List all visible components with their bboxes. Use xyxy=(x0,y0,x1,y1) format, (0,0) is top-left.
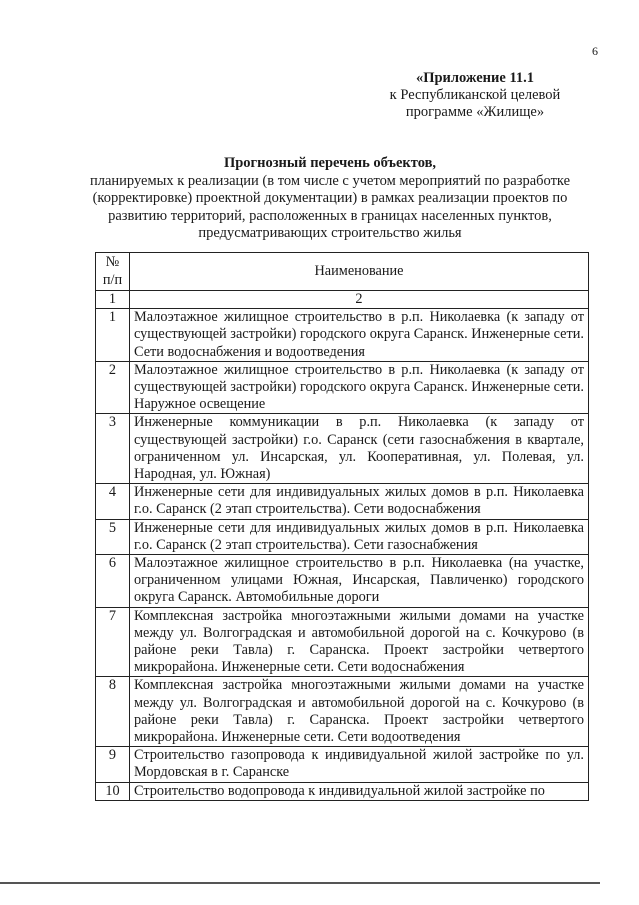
document-title-body: планируемых к реализации (в том числе с учетом мероприятий по разработке (корректировке) проектной документации) в рамках реализации проектов по развитию территорий, расположенных в границах населенных пунктов, предусматривающих строительство жилья xyxy=(89,172,571,241)
row-number: 4 xyxy=(96,484,130,519)
appendix-line-2: к Республиканской целевой xyxy=(389,87,561,103)
appendix-header xyxy=(370,70,580,121)
table-row xyxy=(96,555,589,608)
document-title xyxy=(80,155,580,243)
row-name: Малоэтажное жилищное строительство в р.п. Николаевка (на участке, ограниченном улицами Южная, Инсарская, Павличенко) городского округа Саранск. Автомобильные дороги xyxy=(130,555,589,608)
row-name: Инженерные сети для индивидуальных жилых домов в р.п. Николаевка г.о. Саранск (2 этап строительства). Сети водоснабжения xyxy=(130,484,589,519)
row-name: Строительство водопровода к индивидуальной жилой застройке по xyxy=(130,782,589,800)
table-row xyxy=(96,607,589,677)
objects-table xyxy=(95,252,589,801)
row-number: 1 xyxy=(96,309,130,362)
row-number: 5 xyxy=(96,519,130,554)
row-number: 7 xyxy=(96,607,130,677)
header-number: № п/п xyxy=(96,253,130,291)
row-name: Инженерные коммуникации в р.п. Николаевка (к западу от существующей застройки) г.о. Саранск (сети газоснабжения в квартале, ограниченном ул. Инсарская, ул. Кооперативная, ул. Полевая, ул. Народная, ул. Южная) xyxy=(130,414,589,484)
row-number: 6 xyxy=(96,555,130,608)
row-name: Инженерные сети для индивидуальных жилых домов в р.п. Николаевка г.о. Саранск (2 этап строительства). Сети газоснабжения xyxy=(130,519,589,554)
row-number: 8 xyxy=(96,677,130,747)
table-row xyxy=(96,484,589,519)
table-row xyxy=(96,677,589,747)
row-name: Малоэтажное жилищное строительство в р.п. Николаевка (к западу от существующей застройки) городского округа Саранск. Инженерные сети. Наружное освещение xyxy=(130,361,589,414)
appendix-title: «Приложение 11.1 xyxy=(415,70,535,86)
appendix-line-3: программе «Жилище» xyxy=(405,104,545,120)
row-name: Строительство газопровода к индивидуальной жилой застройке по ул. Мордовская в г. Саранске xyxy=(130,747,589,782)
table-row-partial xyxy=(96,782,589,800)
row-number: 10 xyxy=(96,782,130,800)
document-title-heading: Прогнозный перечень объектов, xyxy=(223,155,437,171)
table-row xyxy=(96,309,589,362)
scan-edge-line xyxy=(0,882,600,884)
table-row xyxy=(96,747,589,782)
table-index-row xyxy=(96,291,589,309)
row-number: 2 xyxy=(96,361,130,414)
row-name: Комплексная застройка многоэтажными жилыми домами на участке между ул. Волгоградская и автомобильной дорогой на с. Кочкурово (в районе реки Тавла) г. Саранска. Проект застройки четвертого микрорайона. Инженерные сети. Сети водоснабжения xyxy=(130,607,589,677)
table-header-row xyxy=(96,253,589,291)
header-name: Наименование xyxy=(130,253,589,291)
index-number: 1 xyxy=(96,291,130,309)
table-row xyxy=(96,361,589,414)
row-number: 3 xyxy=(96,414,130,484)
index-name: 2 xyxy=(130,291,589,309)
row-name: Малоэтажное жилищное строительство в р.п. Николаевка (к западу от существующей застройки) городского округа Саранск. Инженерные сети. Сети водоснабжения и водоотведения xyxy=(130,309,589,362)
page-number: 6 xyxy=(592,44,598,58)
table-row xyxy=(96,519,589,554)
row-name: Комплексная застройка многоэтажными жилыми домами на участке между ул. Волгоградская и автомобильной дорогой на с. Кочкурово (в районе реки Тавла) г. Саранска. Проект застройки четвертого микрорайона. Инженерные сети. Сети водоотведения xyxy=(130,677,589,747)
table-row xyxy=(96,414,589,484)
row-number: 9 xyxy=(96,747,130,782)
